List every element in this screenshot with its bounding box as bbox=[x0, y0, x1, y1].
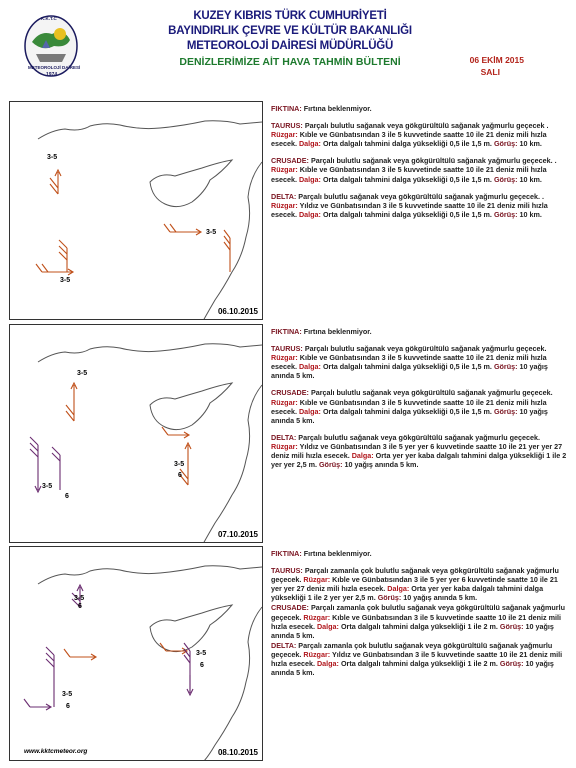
forecast-text-day3 bbox=[271, 549, 567, 678]
header-department: METEOROLOJİ DAİRESİ MÜDÜRLÜĞÜ bbox=[186, 40, 394, 52]
region-name: DELTA: bbox=[271, 432, 297, 442]
visibility-label: Görüş: bbox=[493, 174, 518, 184]
wind-text: Kıble ve Günbatısından 3 ile 5 kuvvetinde saatte 10 ile 21 deniz mili hızla esecek. bbox=[271, 130, 547, 149]
visibility-text: 10 yağış anında 5 km. bbox=[271, 659, 554, 678]
wave-text: Orta yer yer kaba dalgalı tahmini dalga yüksekliği 1 ile 2 yer yer 2,5 m. bbox=[271, 451, 567, 470]
wave-label: Dalga: bbox=[387, 584, 410, 594]
wave-label: Dalga: bbox=[351, 451, 374, 461]
region-name: TAURUS: bbox=[271, 121, 303, 131]
wind-label: Rüzgar: bbox=[271, 397, 298, 407]
visibility-text: 10 km. bbox=[519, 139, 542, 149]
visibility-label: Görüş: bbox=[499, 659, 524, 669]
wave-label: 3-5 bbox=[62, 691, 73, 698]
weather-text: Parçalı bulutlu sağanak veya gökgürültülü sağanak yağmurlu geçecek. . bbox=[298, 191, 544, 201]
wind-label: Rüzgar: bbox=[271, 441, 298, 451]
wind-text: Kıble ve Günbatısından 3 ile 5 kuvvetinde saatte 10 ile 21 deniz mili hızla esecek. bbox=[271, 353, 547, 372]
visibility-label: Görüş: bbox=[493, 406, 518, 416]
wave-label: Dalga: bbox=[298, 139, 321, 149]
wave-label: 6 bbox=[178, 472, 182, 479]
visibility-label: Görüş: bbox=[318, 460, 343, 470]
wave-label: 3-5 bbox=[60, 277, 71, 284]
header-ministry: BAYINDIRLIK ÇEVRE VE KÜLTÜR BAKANLIĞI bbox=[168, 25, 412, 37]
map-date: 07.10.2015 bbox=[217, 530, 258, 539]
wave-text: Orta dalgalı tahmini dalga yüksekliği 1 ile 2 m. bbox=[340, 621, 498, 631]
wave-label: 6 bbox=[65, 493, 69, 500]
forecast-map-day2 bbox=[9, 324, 263, 543]
region-name: FIKTINA: bbox=[271, 327, 302, 336]
visibility-label: Görüş: bbox=[377, 593, 402, 603]
sea-map bbox=[10, 102, 263, 320]
wave-label: Dalga: bbox=[298, 406, 321, 416]
visibility-text: 10 yağış anında 5 km. bbox=[271, 406, 548, 425]
wave-label: 3-5 bbox=[47, 154, 58, 161]
region-name: TAURUS: bbox=[271, 344, 303, 354]
wave-label: Dalga: bbox=[316, 621, 339, 631]
visibility-text: 10 km. bbox=[519, 209, 542, 219]
wind-label: Rüzgar: bbox=[303, 649, 331, 659]
weather-text: Parçalı bulutlu sağanak veya gökgürültülü sağanak yağmurlu geçecek. bbox=[304, 344, 547, 354]
visibility-text: 10 yağış anında 5 km. bbox=[403, 593, 478, 603]
region-name: CRUSADE: bbox=[271, 603, 309, 613]
map-date: 06.10.2015 bbox=[217, 307, 258, 316]
wave-text: Orta yer yer kaba dalgalı tahmini dalga yüksekliği 1 ile 2 yer yer 2,5 m. bbox=[271, 584, 544, 603]
wave-label: 3-5 bbox=[196, 650, 207, 657]
wind-label: Rüzgar: bbox=[271, 165, 298, 175]
wave-text: Orta dalgalı tahmini dalga yüksekliği 0,5 ile 1,5 m. bbox=[322, 406, 492, 416]
bulletin-date: 06 EKİM 2015 bbox=[469, 55, 524, 65]
wave-label: 3-5 bbox=[74, 595, 85, 602]
logo-top-text: K.K.T.C bbox=[41, 16, 57, 21]
region-name: DELTA: bbox=[271, 640, 297, 650]
forecast-text-day2 bbox=[271, 327, 567, 477]
logo-bottom-text: METEOROLOJİ DAİRESİ bbox=[28, 65, 81, 70]
map-date: 08.10.2015 bbox=[217, 748, 258, 757]
wave-label: 3-5 bbox=[77, 370, 88, 377]
wave-label: Dalga: bbox=[298, 174, 321, 184]
weather-text: Parçalı bulutlu sağanak veya gökgürültülü sağanak yağmurlu geçecek. bbox=[298, 432, 540, 442]
region-name: CRUSADE: bbox=[271, 156, 309, 166]
region-text: Fırtına beklenmiyor. bbox=[303, 104, 372, 113]
wave-label: 3-5 bbox=[174, 461, 185, 468]
wind-text: Yıldız ve Günbatısından 3 ile 5 yer yer 6 kuvvetinde saatte 10 ile 21 yer yer 27 deniz mili hızla esecek. bbox=[271, 441, 563, 461]
region-name: CRUSADE: bbox=[271, 388, 309, 398]
visibility-label: Görüş: bbox=[493, 209, 518, 219]
weather-text: Parçalı zamanla çok bulutlu sağanak veya gökgürültülü sağanak yağmurlu geçecek. bbox=[271, 566, 559, 585]
wave-text: Orta dalgalı tahmini dalga yüksekliği 0,5 ile 1,5 m. bbox=[322, 209, 492, 219]
region-name: DELTA: bbox=[271, 191, 297, 201]
weather-text: Parçalı bulutlu sağanak veya gökgürültülü sağanak yağmurlu geçecek. . bbox=[310, 156, 557, 166]
visibility-text: 10 km. bbox=[519, 174, 542, 184]
wind-label: Rüzgar: bbox=[303, 612, 331, 622]
region-name: FIKTINA: bbox=[271, 549, 302, 558]
visibility-text: 10 yağış anında 5 km. bbox=[344, 460, 419, 470]
logo-year: 1974 bbox=[46, 72, 58, 78]
wind-label: Rüzgar: bbox=[303, 575, 331, 585]
region-name: TAURUS: bbox=[271, 566, 303, 576]
weather-text: Parçalı zamanla çok bulutlu sağanak veya gökgürültülü sağanak yağmurlu geçecek. bbox=[271, 640, 553, 659]
weather-text: Parçalı bulutlu sağanak veya gökgürültülü sağanak yağmurlu geçecek. bbox=[310, 388, 553, 398]
wave-label: 3-5 bbox=[206, 229, 217, 236]
region-text: Fırtına beklenmiyor. bbox=[303, 327, 372, 336]
bulletin-header bbox=[0, 0, 576, 95]
bulletin-day: SALI bbox=[480, 67, 500, 77]
forecast-map-day1 bbox=[9, 101, 263, 320]
sea-map bbox=[10, 547, 263, 761]
visibility-text: 10 yağış anında 5 km. bbox=[271, 362, 548, 381]
wind-label: Rüzgar: bbox=[271, 353, 298, 363]
wind-text: Yıldız ve Günbatısından 3 ile 5 kuvvetinde saatte 10 ile 21 deniz mili hızla esecek. bbox=[271, 200, 548, 219]
wave-text: Orta dalgalı tahmini dalga yüksekliği 0,5 ile 1,5 m. bbox=[322, 362, 492, 372]
wave-text: Orta dalgalı tahmini dalga yüksekliği 0,5 ile 1,5 m. bbox=[322, 174, 492, 184]
wave-label: 6 bbox=[66, 703, 70, 710]
wind-label: Rüzgar: bbox=[271, 130, 298, 140]
wind-text: Kıble ve Günbatısından 3 ile 5 kuvvetinde saatte 10 ile 21 deniz mili hızla esecek. bbox=[271, 397, 547, 416]
wind-label: Rüzgar: bbox=[271, 200, 298, 210]
visibility-label: Görüş: bbox=[499, 621, 524, 631]
forecast-text-day1 bbox=[271, 104, 567, 227]
header-country: KUZEY KIBRIS TÜRK CUMHURİYETİ bbox=[193, 10, 387, 22]
wind-text: Kıble ve Günbatısından 3 ile 5 yer yer 6 kuvvetinde saatte 10 ile 21 yer yer 27 deniz mili hızla esecek. bbox=[271, 575, 558, 594]
wind-text: Kıble ve Günbatısından 3 ile 5 kuvvetinde saatte 10 ile 21 deniz mili hızla esecek. bbox=[271, 165, 547, 184]
visibility-label: Görüş: bbox=[493, 139, 518, 149]
weather-text: Parçalı bulutlu sağanak veya gökgürültülü sağanak yağmurlu geçecek . bbox=[304, 121, 549, 131]
sea-map bbox=[10, 325, 263, 543]
wave-label: Dalga: bbox=[316, 659, 339, 669]
visibility-label: Görüş: bbox=[493, 362, 518, 372]
wave-label: Dalga: bbox=[298, 362, 321, 372]
region-text: Fırtına beklenmiyor. bbox=[303, 549, 372, 558]
wave-label: 6 bbox=[200, 662, 204, 669]
weather-text: Parçalı zamanla çok bulutlu sağanak veya gökgürültülü sağanak yağmurlu geçecek. bbox=[271, 603, 565, 622]
region-name: FIKTINA: bbox=[271, 104, 302, 113]
wave-text: Orta dalgalı tahmini dalga yüksekliği 1 ile 2 m. bbox=[340, 659, 498, 669]
visibility-text: 10 yağış anında 5 km. bbox=[271, 621, 554, 640]
wind-text: Yıldız ve Günbatısından 3 ile 5 kuvvetinde saatte 10 ile 21 deniz mili hızla esecek. bbox=[271, 649, 563, 669]
wave-label: 6 bbox=[78, 603, 82, 610]
forecast-map-day3 bbox=[9, 546, 263, 761]
bulletin-title: DENİZLERİMİZE AİT HAVA TAHMİN BÜLTENİ bbox=[179, 56, 401, 68]
wave-label: 3-5 bbox=[42, 483, 53, 490]
meteorology-logo bbox=[22, 12, 80, 80]
website-link[interactable]: www.kktcmeteor.org bbox=[24, 748, 88, 755]
wave-label: Dalga: bbox=[298, 209, 321, 219]
wind-text: Kıble ve Günbatısından 3 ile 5 kuvvetinde saatte 10 ile 21 deniz mili hızla esecek. bbox=[271, 612, 562, 631]
wave-text: Orta dalgalı tahmini dalga yüksekliği 0,5 ile 1,5 m. bbox=[322, 139, 492, 149]
